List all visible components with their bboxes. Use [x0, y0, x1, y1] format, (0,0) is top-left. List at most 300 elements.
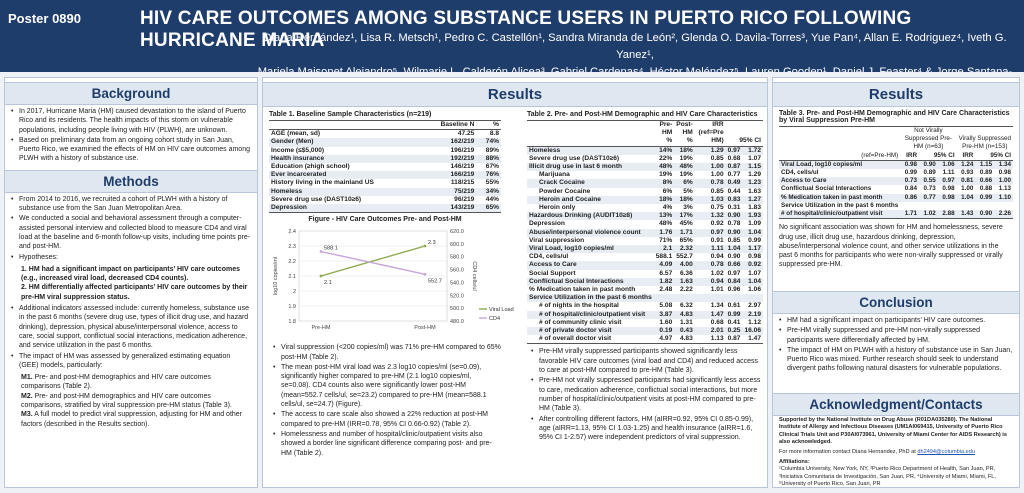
- table3-grp1: Not Virally Suppressed Pre-HM (n=63): [904, 127, 953, 151]
- table3-cell-label: Access to Care: [779, 177, 900, 185]
- table2-cell-value: 1.32: [695, 212, 726, 220]
- table2-cell-label: Hazardous Drinking (AUDIT10≥8): [527, 212, 654, 220]
- model-m3-text: A full model to predict viral suppression, adjusting for HM and other factors (described in the Results section).: [21, 411, 243, 428]
- results-right: [527, 108, 763, 443]
- poster-title: HIV CARE OUTCOMES AMONG SUBSTANCE USERS IN PUERTO RICO FOLLOWING HURRICANE MARIA: [140, 8, 912, 51]
- table2-cell-value: 2.97: [748, 302, 761, 310]
- table2-cell-value: 4%: [662, 204, 673, 212]
- methods-list-2: [5, 304, 257, 373]
- methods-list: [5, 193, 257, 265]
- table2-cell-value: 17%: [674, 212, 695, 220]
- table1-cell-label: Gender (Men): [269, 138, 422, 146]
- table3-cell-value: 0.73: [900, 177, 919, 185]
- table2-cell-value: 4.83: [674, 311, 695, 319]
- right-tick-label: 500.0: [450, 306, 464, 313]
- results-bullets: [269, 341, 501, 458]
- table2-cell-value: 2.32: [674, 245, 695, 253]
- table2-cell-label: Marijuana: [539, 171, 570, 179]
- table2-cell-value: 1.47: [695, 311, 726, 319]
- table2-cell-value: 5.08: [659, 302, 673, 310]
- table2-cell-value: 48%: [659, 220, 673, 228]
- table2-row: [527, 311, 763, 319]
- table2-cell-value: 48%: [674, 163, 695, 171]
- table1-cell-n: 162/219: [422, 138, 476, 146]
- table2-row: [527, 188, 763, 196]
- table2-cell-value: 2.22: [679, 286, 693, 294]
- table2-cell-value: 0.85: [710, 154, 724, 162]
- table3-cell-value: 0.98: [998, 169, 1011, 177]
- table3-cell-value: 2.26: [994, 210, 1013, 219]
- table2-cell-value: 1.11: [695, 245, 726, 253]
- table1-cell-n: 75/219: [422, 188, 476, 196]
- table2-cell-value: 1.01: [710, 286, 724, 294]
- table2-cell-value: 0.94: [710, 253, 724, 261]
- table2-cell-value: 6%: [662, 187, 673, 195]
- table1-row: [269, 130, 501, 139]
- table1-cell-label: History living in the mainland US: [271, 179, 374, 187]
- table1-cell-pct: 89%: [485, 146, 499, 154]
- table3-cell-label: CD4, cells/ul: [781, 169, 819, 177]
- table2-cell-value: 0.97: [727, 269, 741, 277]
- table3: [779, 126, 1013, 219]
- table2-cell-label: # of community clinic visit: [539, 318, 622, 326]
- table2-row: [527, 171, 763, 179]
- table3-cell-value: 1.15: [975, 160, 994, 169]
- table2-cell-value: 0.97: [695, 229, 726, 237]
- table2-cell-value: 1.63: [674, 278, 695, 286]
- ack-support: Supported by the National Institute on Drug Abuse (R01DA035280). The National Institute of Allergy and Infectious Diseases (UM1AI069415, University of Puerto Rico Clinical Trials Unit and P30AI073961, University of Miami Center for AIDS Research) is also acknowledged.: [779, 417, 1007, 446]
- table2-cell-value: [654, 294, 675, 302]
- right-tick-label: 600.0: [450, 242, 464, 249]
- table2-row: [527, 261, 763, 269]
- table2-row: [527, 229, 763, 237]
- results-header: Results: [263, 82, 767, 107]
- table2-body: [527, 146, 763, 344]
- table3-irr-2: IRR: [962, 151, 974, 159]
- left-tick-label: 2.1: [288, 274, 296, 281]
- table1-cell-pct: 8.8: [489, 130, 499, 138]
- table2-cell-value: 0.19: [654, 327, 675, 335]
- table2-cell-value: 4.00: [674, 261, 695, 269]
- table2: [527, 120, 763, 344]
- table2-cell-value: 1.83: [748, 204, 761, 212]
- table1-title: Table 1. Baseline Sample Characteristics (n=219): [269, 111, 432, 118]
- table3-row: [779, 210, 1013, 219]
- model-m1: [5, 373, 257, 392]
- table2-row: [527, 196, 763, 204]
- table2-cell-value: 1.12: [748, 318, 761, 326]
- right-tick-label: 540.0: [450, 280, 464, 287]
- aff-title: Affiliations:: [779, 459, 810, 466]
- table2-cell-value: 0.68: [727, 154, 741, 162]
- data-point: [320, 275, 323, 278]
- table3-row: [779, 169, 1013, 177]
- x-tick-label: Post-HM: [414, 325, 436, 332]
- table3-cell-value: 0.55: [919, 177, 938, 185]
- table2-row: [527, 286, 763, 294]
- background-bullet: • Based on preliminary data from an ongoing cohort study in San Juan, Puerto Rico, we examined the effects of HM on HIV care outcomes among PLWH with a history of substance use.: [11, 136, 251, 164]
- table1-cell-pct: 34%: [476, 188, 501, 196]
- table2-cell-label: # of nights in the hospital: [539, 302, 619, 310]
- data-point: [424, 245, 427, 248]
- table3-row: [779, 202, 1013, 210]
- table2-cell-value: 0.99: [748, 236, 761, 244]
- table2-cell-value: 1.72: [742, 146, 763, 155]
- data-point: [320, 250, 323, 253]
- table3-row: [779, 194, 1013, 202]
- table3-cell-value: 1.10: [994, 194, 1013, 202]
- table3-cell-value: 0.97: [938, 177, 957, 185]
- table3-cell-value: 0.89: [923, 169, 936, 177]
- table2-cell-value: 1.34: [710, 302, 724, 310]
- table2-cell-value: 1.17: [742, 245, 763, 253]
- table2-cell-label: Crack Cocaine: [527, 179, 654, 187]
- ack-header: Acknowledgment/Contacts: [773, 393, 1019, 416]
- table3-cell-value: 0.84: [904, 185, 917, 193]
- table2-row: [527, 163, 763, 171]
- table2-cell-value: 1.76: [654, 229, 675, 237]
- table2-title: Table 2. Pre- and Post-HM Demographic and HIV Care Characteristics: [527, 111, 758, 118]
- table2-cell-value: 65%: [679, 236, 693, 244]
- table2-cell-value: 0.43: [674, 327, 695, 335]
- table2-cell-value: 16.06: [744, 327, 761, 335]
- x-tick-label: Pre-HM: [311, 325, 331, 332]
- table2-cell-value: 1.09: [748, 220, 761, 228]
- table3-cell-value: 0.73: [923, 185, 936, 193]
- table1-cell-pct: 44%: [485, 195, 499, 203]
- table3-body: [779, 160, 1013, 218]
- table2-cell-value: 1.29: [695, 146, 726, 155]
- conclusion-header: Conclusion: [773, 291, 1019, 314]
- table2-cell-value: 22%: [659, 154, 673, 162]
- table2-cell-value: 0.78: [727, 220, 741, 228]
- table2-cell-value: 0.92: [710, 220, 724, 228]
- table2-cell-value: 19%: [679, 171, 693, 179]
- table2-cell-label: % Medication taken in past month: [529, 286, 636, 294]
- table2-cell-label: # of hospital/clinic/outpatient visit: [527, 311, 654, 319]
- table3-cell-value: 1.04: [957, 194, 976, 202]
- table1-cell-pct: 74%: [476, 138, 501, 146]
- table2-cell-value: 0.85: [710, 187, 724, 195]
- legend-label: CD4: [489, 316, 501, 323]
- table2-row: [527, 327, 763, 335]
- result-bullet: • Pre-HM virally suppressed participants showed significantly less favorable HIV care outcomes (viral load and CD4) and reduced access to care at post-HM compared to pre-HM (Table 3).: [531, 347, 763, 375]
- data-label: 2.1: [324, 280, 332, 287]
- table2-cell-value: 1.15: [742, 163, 763, 171]
- poster-id: Poster 0890: [8, 11, 81, 26]
- conclusion-bullet: • The impact of HM on PLWH with a history of substance use in San Juan, Puerto Rico was mixed. Further research should seek to understand divergent paths following natural disasters for vulnerable populations.: [779, 346, 1013, 374]
- table2-cell-value: 0.68: [710, 318, 724, 326]
- table2-cell-value: 1.29: [748, 171, 761, 179]
- table2-cell-label: Heroin only: [539, 204, 576, 212]
- table2-cell-label: Abuse/interpersonal violence count: [527, 229, 654, 237]
- authors-line-1: Diana Hernández¹, Lisa R. Metsch¹, Pedro C. Castellón¹, Sandra Miranda de León², Glenda O. Davila-Torres³, Yue Pan⁴, Allan E. Rodriguez⁴, Iveth G. Yanez¹,: [263, 32, 1007, 61]
- table2-cell-value: 1.60: [659, 318, 673, 326]
- table1-cell-label: Depression: [269, 204, 422, 213]
- table3-cell-value: 1.34: [994, 160, 1013, 169]
- table2-cell-value: 0.61: [727, 302, 741, 310]
- table1-cell-pct: 55%: [485, 179, 499, 187]
- table1-cell-label: Severe drug use (DAST10≥6): [271, 195, 362, 203]
- table3-cell-value: 1.02: [919, 210, 938, 219]
- table2-cell-value: 1.07: [748, 154, 761, 162]
- column-left: [4, 77, 258, 488]
- table2-cell-value: 0.83: [727, 195, 741, 203]
- aff-line: ⁵University of Puerto Rico, San Juan, PR: [779, 481, 881, 488]
- table3-cell-label: % Medication taken in past month: [779, 194, 900, 202]
- table2-cell-label: # of private doctor visit: [527, 327, 654, 335]
- data-point: [424, 273, 427, 276]
- result-bullet: • The mean post-HM viral load was 2.3 log10 copies/ml (se=0.09), significantly higher compared to pre-HM (2.1 log10 copies/ml, se=0.08). CD4 counts also were significantly lower post-HM (mean=552.7 cells/ul, se=23.2) compared to pre-HM (mean=588.1 cells/ul, se=24.7) (Figure).: [273, 363, 501, 409]
- table2-cell-value: 3.87: [654, 311, 675, 319]
- table2-cell-value: [742, 294, 763, 302]
- table2-cell-value: 18%: [674, 146, 695, 155]
- table3-cell-label: Conflictual Social Interactions: [781, 185, 872, 193]
- result-bullet: • After controlling different factors, HM (aIRR=0.92, 95% CI 0.85-0.99), age (aIRR=1.13, 95% CI 1.03-1.25) and health insurance (aIRR=1.6, 95% CI 1-2.57) were independent predictors of viral suppression.: [531, 415, 763, 443]
- table3-row: [779, 185, 1013, 193]
- table3-cell-value: 0.81: [957, 177, 976, 185]
- table1-cell-label: Income (≤$5,000): [271, 146, 325, 154]
- table3-cell-value: 0.99: [975, 194, 994, 202]
- contact-email-link[interactable]: dh2494@columbia.edu: [917, 448, 975, 455]
- table2-row: [527, 294, 763, 302]
- table1-row: [269, 155, 501, 163]
- table3-row: [779, 177, 1013, 185]
- table2-cell-value: 1.04: [742, 278, 763, 286]
- table3-cell-value: [900, 202, 919, 210]
- table3-cell-value: 0.88: [979, 185, 993, 193]
- table3-cell-value: 2.88: [938, 210, 957, 219]
- methods-bullet: • Additional indicators assessed include: currently homeless, substance use in the past 6 months (severe drug use, types of illicit drug use, and hazard drinking), depression, physical abuse/interpersonal violence, access to care, social support, conflictual social interactions, medication adherence, and service utilization in the past 6 months.: [11, 304, 251, 350]
- conclusion-bullet: • HM had a significant impact on participants’ HIV care outcomes.: [779, 316, 1013, 325]
- table2-cell-label: Viral Load, log10 copies/ml: [527, 245, 654, 253]
- table2-cell-value: 0.91: [710, 236, 724, 244]
- table2-cell-label: # of overall doctor visit: [539, 335, 612, 343]
- table2-cell-value: 0.87: [727, 335, 741, 343]
- table2-cell-label: Service Utilization in the past 6 months: [529, 294, 652, 302]
- table3-cell-value: 0.90: [975, 210, 994, 219]
- table2-cell-value: 1.47: [748, 335, 761, 343]
- figure-chart: [269, 223, 514, 341]
- results-left: [269, 108, 514, 459]
- table3-cell-value: 1.71: [900, 210, 919, 219]
- table3-cell-value: [919, 202, 938, 210]
- table2-col-pre: Pre-HM %: [659, 121, 673, 145]
- table1-cell-pct: 67%: [485, 163, 499, 171]
- table2-cell-label: Conflictual Social Interactions: [527, 278, 654, 286]
- table2-cell-value: 1.23: [742, 179, 763, 187]
- table1-cell-n: 192/219: [422, 155, 476, 163]
- table2-row: [527, 237, 763, 245]
- table2-cell-value: 1.13: [710, 335, 724, 343]
- table1-cell-n: 146/219: [450, 163, 475, 171]
- aff-line: ¹Columbia University, New York, NY, ²Puerto Rico Department of Health, San Juan, PR,: [779, 466, 996, 473]
- table2-row: [527, 179, 763, 187]
- table3-cell-value: 0.98: [938, 194, 957, 202]
- table1-col-pct: %: [493, 121, 499, 128]
- table3-ci-1: 95% CI: [933, 151, 955, 159]
- table3-grp2: Virally Suppressed Pre-HM (n=153): [958, 135, 1011, 151]
- table3-cell-value: 1.13: [998, 185, 1011, 193]
- aff-line: ³Iniciativa Comunitaria de Investigación, San Juan, PR, ⁴University of Miami, Miami, FL,: [779, 473, 996, 480]
- table2-cell-value: 1.82: [654, 278, 675, 286]
- conclusion-bullet: • Pre-HM virally suppressed and pre-HM non-virally suppressed participants were differentially affected by HM.: [779, 326, 1013, 345]
- table1-cell-label: AGE (mean, sd): [271, 130, 321, 138]
- table3-cell-value: [957, 202, 976, 210]
- right-tick-label: 580.0: [450, 254, 464, 261]
- table2-cell-value: 18%: [654, 196, 675, 204]
- table3-cell-value: 0.77: [919, 194, 938, 202]
- table2-cell-value: 0.99: [727, 310, 741, 318]
- table2-cell-label: Viral suppression: [529, 236, 585, 244]
- methods-bullet: • From 2014 to 2016, we recruited a cohort of PLWH with a history of substance use from the San Juan Metropolitan Area.: [11, 195, 251, 214]
- table1-row: [269, 163, 501, 171]
- table2-cell-value: 588.1: [655, 253, 673, 261]
- methods-bullet: • We conducted a social and behavioral assessment through a computer-assisted personal interview and collected blood to measure CD4 and viral load at the baseline and 6-month follow-up visits, including time points pre- and post-HM.: [11, 214, 251, 251]
- result-bullet: • Viral suppression (<200 copies/ml) was 71% pre-HM compared to 65% post-HM (Table 2).: [273, 343, 501, 362]
- table2-cell-value: 19%: [679, 154, 693, 162]
- table2-cell-label: Access to Care: [527, 261, 654, 269]
- table2-cell-value: 0.87: [727, 163, 741, 171]
- table2-cell-value: 2.01: [695, 327, 726, 335]
- left-tick-label: 2: [292, 289, 296, 296]
- methods-bullet: • Hypotheses:: [11, 253, 251, 262]
- table2-cell-value: 0.44: [727, 187, 741, 195]
- table2-cell-label: Depression: [529, 220, 565, 228]
- table2-cell-value: 1.07: [748, 269, 761, 277]
- table1-cell-n: 166/219: [422, 171, 476, 179]
- table2-cell-value: 552.7: [676, 253, 693, 261]
- table2-row: [527, 253, 763, 261]
- table2-row: [527, 335, 763, 344]
- table2-cell-value: 0.90: [727, 228, 741, 236]
- model-m1-label: M1.: [21, 374, 33, 382]
- table2-cell-value: 0.98: [748, 253, 761, 261]
- table1-row: [269, 147, 501, 155]
- table3-row: [779, 160, 1013, 169]
- hypothesis-2: 2. HM differentially affected participants’ HIV care outcomes by their pre-HM viral suppression status.: [21, 284, 248, 301]
- table2-cell-value: 1.04: [727, 245, 741, 253]
- table3-cell-value: [975, 202, 994, 210]
- table1-body: [269, 130, 501, 213]
- table2-row: [527, 220, 763, 228]
- table2-cell-value: 18%: [674, 196, 695, 204]
- table3-cell-label: Viral Load, log10 copies/ml: [779, 160, 900, 169]
- table1-cell-n: 47.25: [457, 130, 475, 138]
- table2-row: [527, 245, 763, 253]
- model-m2-label: M2.: [21, 392, 33, 400]
- table2-cell-value: 0.84: [727, 277, 741, 285]
- table2-row: [527, 302, 763, 310]
- table1-cell-label: Ever incarcerated: [269, 171, 422, 179]
- table3-cell-value: 1.24: [957, 160, 976, 169]
- table2-cell-value: 0.41: [727, 318, 741, 326]
- model-m3: [5, 410, 257, 431]
- table2-cell-value: 0.85: [727, 236, 741, 244]
- data-label: 588.1: [324, 245, 338, 252]
- table3-wrap: [773, 107, 1019, 270]
- background-bullet: • In 2017, Hurricane Maria (HM) caused devastation to the island of Puerto Rico and its residents. The health impacts of this storm on vulnerable populations, including people living with HIV (PLWH), are unknown.: [11, 107, 251, 135]
- table1-cell-n: 96/219: [454, 195, 475, 203]
- table2-cell-label: Homeless: [527, 146, 654, 155]
- table3-cell-value: 0.98: [900, 160, 919, 169]
- table1-cell-n: 118/215: [450, 179, 475, 187]
- right-tick-label: 560.0: [450, 267, 464, 274]
- table2-row: [527, 204, 763, 212]
- poster-header: [0, 0, 1024, 72]
- table2-cell-value: 6.36: [679, 269, 693, 277]
- table3-cell-value: 1.00: [994, 177, 1013, 185]
- table2-cell-value: 0.31: [727, 204, 741, 212]
- table2-cell-value: 0.90: [727, 253, 741, 261]
- table2-row: [527, 155, 763, 163]
- ack-contact: [779, 449, 1013, 456]
- column-right: [772, 77, 1020, 488]
- table2-cell-value: 8%: [654, 179, 675, 187]
- left-tick-label: 1.8: [288, 319, 296, 326]
- table1-row: [269, 196, 501, 204]
- table2-cell-value: 1.04: [742, 229, 763, 237]
- legend-label: Viral Load: [489, 307, 514, 314]
- methods-bullet: • The impact of HM was assessed by generalized estimating equation (GEE) models, particularly:: [11, 352, 251, 371]
- table2-cell-value: 45%: [679, 220, 693, 228]
- table2-cell-value: 6.32: [679, 302, 693, 310]
- table2-row: [527, 212, 763, 220]
- hypothesis-1: 1. HM had a significant impact on participants’ HIV care outcomes (e.g., increased viral load, decreased CD4 counts).: [21, 265, 240, 283]
- model-m2: [5, 392, 257, 411]
- left-tick-label: 2.2: [288, 259, 296, 266]
- table2-cell-label: CD4, cells/ul: [529, 253, 569, 261]
- table2-cell-value: 0.78: [695, 179, 726, 187]
- table2-cell-label: Severe drug use (DAST10≥6): [529, 154, 620, 162]
- data-label: 552.7: [428, 278, 442, 285]
- result-bullet: • Homelessness and number of hospital/clinic/outpatient visits also showed a border line significant difference comparing post- and pre-HM (Table 2).: [273, 430, 501, 458]
- table2-cell-label: Illicit drug use in last 6 month: [527, 163, 654, 171]
- table2-cell-value: 6%: [674, 179, 695, 187]
- table2-row: [527, 319, 763, 327]
- table2-cell-value: 1.63: [748, 187, 761, 195]
- table1-cell-label: Education (≥high school): [271, 163, 350, 171]
- table2-cell-value: 0.94: [695, 278, 726, 286]
- table1-cell-pct: 65%: [476, 204, 501, 213]
- table3-cell-value: 1.00: [961, 185, 974, 193]
- right-tick-label: 520.0: [450, 293, 464, 300]
- table2-cell-value: 2.48: [659, 286, 673, 294]
- table2-cell-value: 1.27: [742, 196, 763, 204]
- results-bullets-2: [527, 344, 763, 442]
- table2-cell-value: 48%: [654, 163, 675, 171]
- figure-title: Figure - HIV Care Outcomes Pre- and Post-HM: [308, 216, 462, 224]
- table2-col-ci: 95% CI: [739, 137, 761, 145]
- background-header: Background: [5, 82, 257, 105]
- right-tick-label: 620.0: [450, 229, 464, 236]
- table2-cell-value: 1.31: [679, 318, 693, 326]
- data-label: 2.3: [428, 240, 436, 247]
- table2-cell-value: 1.03: [695, 196, 726, 204]
- table2-cell-value: 13%: [654, 212, 675, 220]
- table2-cell-label: Heroin and Cocaine: [527, 196, 654, 204]
- table2-cell-value: 1.00: [710, 171, 724, 179]
- table2-cell-value: 19%: [659, 171, 673, 179]
- table3-cell-value: 1.43: [957, 210, 976, 219]
- results-header-2: Results: [773, 82, 1019, 107]
- result-bullet: • The access to care scale also showed a 22% reduction at post-HM compared to pre-HM (IRR=0.78, 95% CI 0.66-0.92) (Table 2).: [273, 410, 501, 429]
- table2-cell-value: 0.97: [727, 146, 741, 154]
- table1-row: [269, 204, 501, 213]
- ack-contact-text: For more information contact Diana Hernandez, PhD at: [779, 448, 918, 455]
- table2-cell-label: Powder Cocaine: [539, 187, 591, 195]
- table2-cell-value: 0.66: [727, 261, 741, 269]
